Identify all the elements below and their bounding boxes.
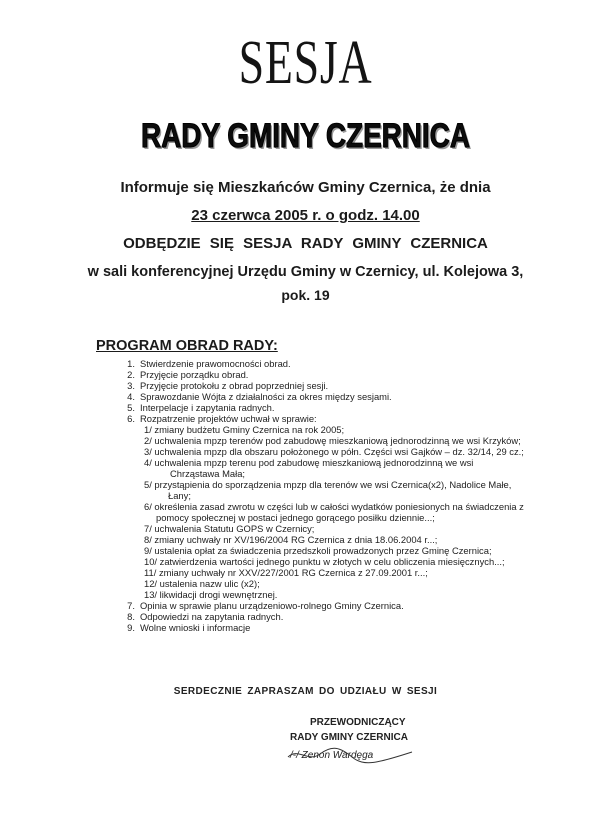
agenda-subitem: 11/ zmiany uchwały nr XXV/227/2001 RG Czernica z 27.09.2001 r...; — [144, 567, 428, 578]
signatory-name: /-/ Zenon Wardęga — [290, 750, 374, 761]
agenda-item — [116, 622, 586, 633]
agenda-item-number: 9. — [127, 622, 135, 633]
agenda-item-text: Wolne wnioski i informacje — [140, 622, 251, 633]
agenda-item — [116, 380, 586, 391]
agenda-item-number: 1. — [127, 358, 135, 369]
agenda-subitem-continuation: Łany; — [168, 490, 191, 501]
agenda-subitem: 13/ likwidacji drogi wewnętrznej. — [144, 589, 278, 600]
signatory-role: PRZEWODNICZĄCY — [310, 717, 406, 728]
agenda-item-text: Rozpatrzenie projektów uchwał w sprawie: — [140, 413, 317, 424]
agenda-item — [116, 369, 586, 380]
agenda-subitem: 1/ zmiany budżetu Gminy Czernica na rok 2005; — [144, 424, 345, 435]
signatory-body: RADY GMINY CZERNICA — [290, 732, 408, 743]
agenda-item-number: 3. — [127, 380, 135, 391]
notice-date-line — [0, 207, 611, 224]
agenda-item-text: Przyjęcie protokołu z obrad poprzedniej sesji. — [140, 380, 329, 391]
agenda-subitem: 6/ określenia zasad zwrotu w części lub w całości wydatków poniesionych na świadczenia z — [144, 501, 524, 512]
agenda-list — [116, 358, 586, 633]
agenda-item — [116, 391, 586, 402]
agenda-item — [116, 611, 586, 622]
agenda-subitem: 3/ uchwalenia mpzp dla obszaru położonego w półn. Części wsi Gajków – dz. 32/14, 29 cz.; — [144, 446, 524, 457]
notice-line-1: Informuje się Mieszkańców Gminy Czernica, że dnia — [120, 179, 491, 196]
agenda-item-number: 6. — [127, 413, 135, 424]
agenda-subitem: 10/ zatwierdzenia wartości jednego punktu w złotych w celu obliczenia miesięcznych...; — [144, 556, 505, 567]
agenda-subitem: 9/ ustalenia opłat za świadczenia przedszkoli prowadzonych przez Gminę Czernica; — [144, 545, 492, 556]
agenda-item-number: 4. — [127, 391, 135, 402]
document-subtitle: RADY GMINY CZERNICA — [141, 117, 470, 155]
agenda-subitem-continuation: Chrząstawa Mała; — [170, 468, 246, 479]
signature-scribble — [286, 743, 416, 767]
agenda-item-text: Odpowiedzi na zapytania radnych. — [140, 611, 284, 622]
agenda-item-number: 7. — [127, 600, 135, 611]
agenda-item — [116, 413, 586, 424]
invitation-text: SERDECZNIE ZAPRASZAM DO UDZIAŁU W SESJI — [173, 686, 438, 697]
agenda-item-text: Przyjęcie porządku obrad. — [140, 369, 249, 380]
agenda-item-number: 2. — [127, 369, 135, 380]
agenda-item-text: Opinia w sprawie planu urządzeniowo-rolnego Gminy Czernica. — [140, 600, 404, 611]
notice-date: 23 czerwca 2005 r. o godz. 14.00 — [191, 207, 420, 224]
agenda-subitem: 4/ uchwalenia mpzp terenu pod zabudowę mieszkaniową jednorodzinną we wsi — [144, 457, 474, 468]
agenda-item — [116, 358, 586, 369]
agenda-subitem: 8/ zmiany uchwały nr XV/196/2004 RG Czernica z dnia 18.06.2004 r...; — [144, 534, 438, 545]
agenda-item-text: Stwierdzenie prawomocności obrad. — [140, 358, 291, 369]
agenda-item — [116, 600, 586, 611]
notice-line-5: pok. 19 — [281, 287, 330, 303]
agenda-subitem: 5/ przystąpienia do sporządzenia mpzp dla terenów we wsi Czernica(x2), Nadolice Małe, — [144, 479, 512, 490]
notice-line-4: w sali konferencyjnej Urzędu Gminy w Czernicy, ul. Kolejowa 3, — [87, 264, 524, 280]
agenda-item-text: Sprawozdanie Wójta z działalności za okres między sesjami. — [140, 391, 392, 402]
agenda-subitem: 12/ ustalenia nazw ulic (x2); — [144, 578, 260, 589]
notice-line-3: ODBĘDZIE SIĘ SESJA RADY GMINY CZERNICA — [123, 235, 488, 252]
agenda-item — [116, 402, 586, 413]
agenda-subitem-continuation: pomocy społecznej w postaci jednego gorącego posiłku dziennie...; — [156, 512, 435, 523]
agenda-item-text: Interpelacje i zapytania radnych. — [140, 402, 275, 413]
agenda-subitem: 2/ uchwalenia mpzp terenów pod zabudowę mieszkaniową jednorodzinną we wsi Krzyków; — [144, 435, 521, 446]
program-heading: PROGRAM OBRAD RADY: — [96, 338, 278, 354]
agenda-item-number: 8. — [127, 611, 135, 622]
agenda-subitem: 7/ uchwalenia Statutu GOPS w Czernicy; — [144, 523, 315, 534]
agenda-item-number: 5. — [127, 402, 135, 413]
document-title: SESJA — [238, 29, 373, 97]
